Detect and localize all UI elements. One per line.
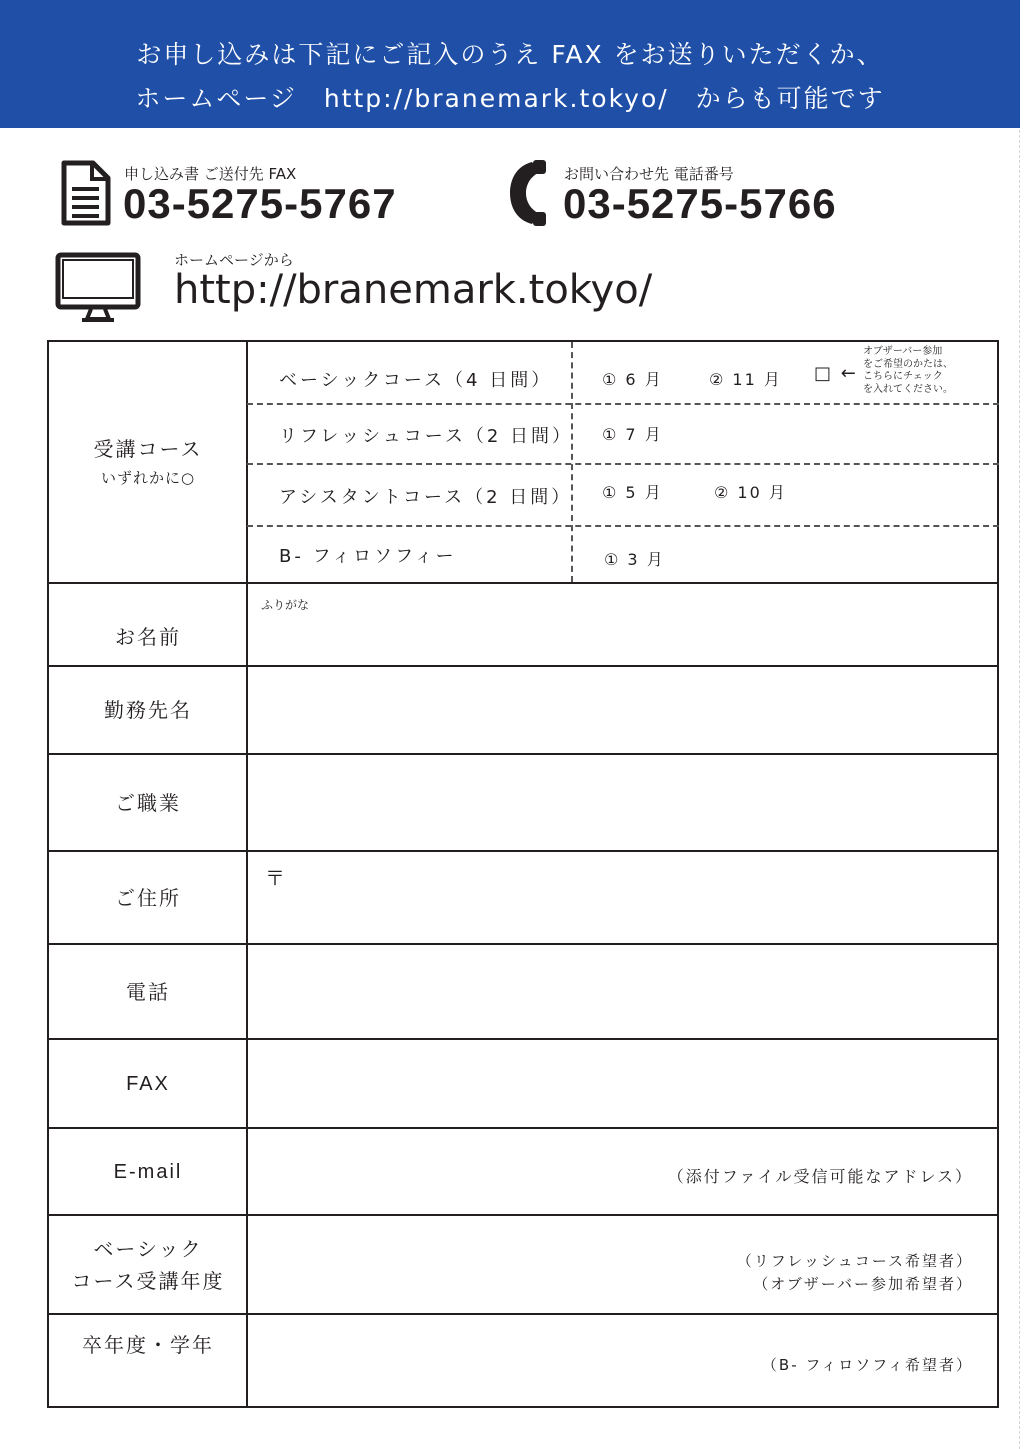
address-field[interactable] [249,852,999,943]
course-label: 受講コース [93,436,203,461]
basic-year-note-line: （オブザーバー参加希望者） [753,1275,973,1293]
course-philosophy-option-1[interactable]: ① 3 月 [604,550,665,569]
email-note: （添付ファイル受信可能なアドレス） [667,1167,973,1186]
name-label: お名前 [115,624,181,649]
occupation-label: ご職業 [115,790,181,815]
banner-line-1: お申し込みは下記にご記入のうえ FAX をお送りいただくか、 [136,40,884,69]
course-refresh-option-1[interactable]: ① 7 月 [602,425,663,444]
phone-number: 03-5275-5766 [563,180,837,227]
course-assistant-option-2[interactable]: ② 10 月 [714,483,787,502]
basic-year-label-line: ベーシック [93,1236,203,1261]
name-field[interactable] [249,584,999,665]
banner-line-2: ホームページ http://branemark.tokyo/ からも可能です [135,84,885,113]
graduation-note: （B- フィロソフィ希望者） [761,1356,973,1374]
phone-icon [506,158,548,228]
basic-year-label-line: コース受講年度 [71,1268,225,1293]
occupation-field[interactable] [249,755,999,850]
course-sub-label: いずれかに○ [100,468,196,487]
basic-year-note-line: （リフレッシュコース希望者） [736,1252,973,1270]
course-label-cell [49,342,247,582]
fax-label: 申し込み書 ご送付先 FAX [124,165,297,183]
postal-mark: 〒 [265,866,285,890]
course-divider [247,525,999,527]
course-refresh: リフレッシュコース（2 日間） [279,426,574,447]
course-column-divider [571,342,573,582]
course-assistant: アシスタントコース（2 日間） [279,487,573,508]
address-label: ご住所 [115,885,181,910]
document-icon [61,160,111,226]
graduation-label: 卒年度・学年 [82,1333,214,1357]
fax-row-label: FAX [126,1072,170,1095]
observer-note-line: をご希望のかたは、 [863,358,953,370]
phone-label: お問い合わせ先 電話番号 [564,165,734,183]
monitor-icon [55,252,141,324]
observer-note-line: オブザーバー参加 [863,346,943,357]
observer-note-line: こちらにチェック [863,371,943,382]
course-assistant-option-1[interactable]: ① 5 月 [602,483,663,502]
basic-year-field[interactable] [249,1216,999,1313]
observer-note-line: を入れてください。 [863,383,953,395]
fax-field[interactable] [249,1040,999,1127]
graduation-field[interactable] [249,1315,999,1408]
observer-checkbox[interactable]: □ ← [814,363,858,384]
workplace-label: 勤務先名 [104,698,192,722]
application-form [47,340,999,1408]
web-label: ホームページから [174,251,294,269]
fax-number: 03-5275-5767 [123,180,397,227]
email-label: E-mail [113,1160,183,1183]
course-philosophy: B- フィロソフィー [279,546,457,567]
observer-note [863,346,953,396]
course-divider [247,463,999,465]
header-banner [0,0,1020,128]
phone-row-label: 電話 [126,979,170,1004]
workplace-field[interactable] [249,667,999,753]
basic-year-label [49,1216,247,1313]
course-basic: ベーシックコース（4 日間） [279,370,553,391]
course-basic-option-1[interactable]: ① 6 月 [602,370,663,389]
furigana-hint: ふりがな [261,598,310,612]
phone-field[interactable] [249,945,999,1038]
web-url: http://branemark.tokyo/ [174,267,653,313]
email-field[interactable] [249,1129,999,1214]
course-basic-option-2[interactable]: ② 11 月 [709,370,782,389]
trim-guide [1019,130,1020,1449]
course-divider [247,403,999,405]
